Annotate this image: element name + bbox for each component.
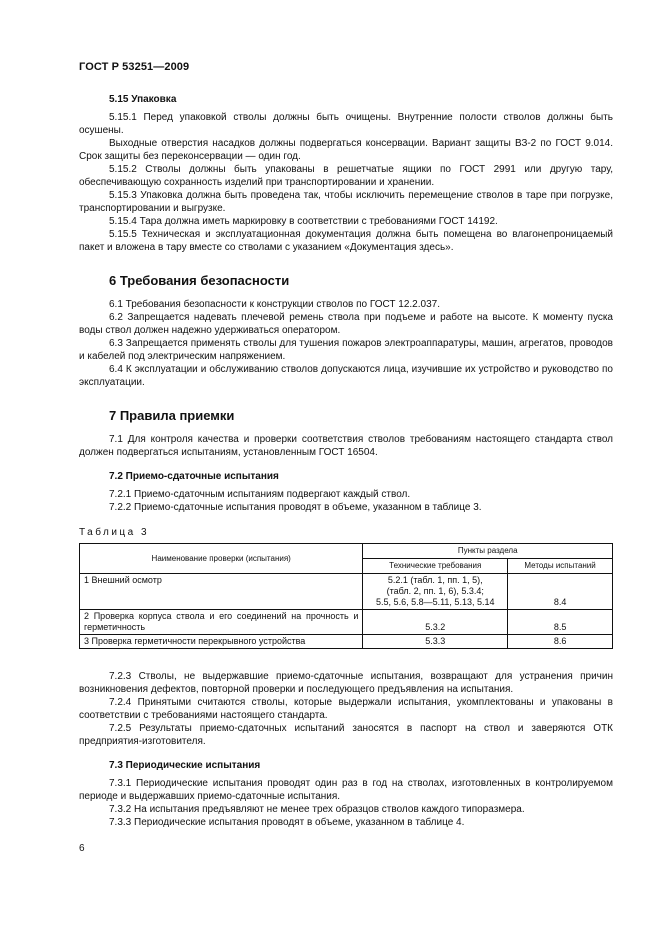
paragraph-7-3-2: 7.3.2 На испытания предъявляют не менее трех образцов стволов каждого типоразмера. [109,804,525,815]
paragraph-6-2: 6.2 Запрещается надевать плечевой ремень ствола при подъеме и работе на высоте. К моменту пуска воды ствол должен надежно удерживаться оператором. [79,312,613,336]
table-cell-tech [363,574,508,610]
paragraph-5-15-1b: Выходные отверстия насадков должны подвергаться консервации. Вариант защиты ВЗ-2 по ГОСТ 9.014. Срок защиты без переконсервации — один год. [79,138,613,162]
paragraph-5-15-5: 5.15.5 Техническая и эксплуатационная документация должна быть помещена во влагонепроницаемый пакет и вложена в тару вместе со стволами с указанием «Документация здесь». [79,229,613,253]
section-6-title: 6 Требования безопасности [109,273,290,288]
table-header-check: Наименование проверки (испытания) [80,544,363,574]
table-row [80,610,613,635]
table-cell-method: 8.6 [508,635,613,649]
table-cell-name: 3 Проверка герметичности перекрывного устройства [80,635,363,649]
table-3 [79,543,613,649]
paragraph-5-15-1: 5.15.1 Перед упаковкой стволы должны быть очищены. Внутренние полости стволов должны быть осушены. [79,112,613,136]
section-7-3-title: 7.3 Периодические испытания [109,760,261,771]
table-header-test-methods: Методы испытаний [508,559,613,574]
paragraph-7-2-1: 7.2.1 Приемо-сдаточным испытаниям подвергают каждый ствол. [109,489,411,500]
paragraph-7-3-3: 7.3.3 Периодические испытания проводят в объеме, указанном в таблице 4. [109,817,465,828]
table-cell-name: 2 Проверка корпуса ствола и его соединений на прочность и герметичность [80,610,363,635]
table-cell-name: 1 Внешний осмотр [80,574,363,610]
paragraph-5-15-4: 5.15.4 Тара должна иметь маркировку в соответствии с требованиями ГОСТ 14192. [109,216,498,227]
page-content [79,93,613,829]
table-3-caption: Таблица 3 [79,527,150,538]
paragraph-7-2-3: 7.2.3 Стволы, не выдержавшие приемо-сдаточные испытания, возвращают для устранения причин возникновения дефектов, повторной проверки и последующего предъявления на испытания. [79,671,613,695]
paragraph-7-2-4: 7.2.4 Принятыми считаются стволы, которые выдержали испытания, укомплектованы и упакованы в соответствии с требованиями настоящего стандарта. [79,697,613,721]
section-5-15-title: 5.15 Упаковка [109,94,177,105]
tech-line-3: 5.5, 5.6, 5.8—5.11, 5.13, 5.14 [376,597,495,607]
table-cell-method: 8.5 [508,610,613,635]
table-cell-tech: 5.3.3 [363,635,508,649]
table-cell-method: 8.4 [508,574,613,610]
paragraph-7-3-1: 7.3.1 Периодические испытания проводят один раз в год на стволах, изготовленных в контролируемом периоде и выдержавших приемо-сдаточные испытания. [79,778,613,802]
section-7-2-title: 7.2 Приемо-сдаточные испытания [109,471,279,482]
paragraph-6-1: 6.1 Требования безопасности к конструкции стволов по ГОСТ 12.2.037. [109,299,440,310]
paragraph-7-2-5: 7.2.5 Результаты приемо-сдаточных испытаний заносятся в паспорт на ствол и заверяются ОТК предприятия-изготовителя. [79,723,613,747]
paragraph-5-15-3: 5.15.3 Упаковка должна быть проведена так, чтобы исключить перемещение стволов в таре при погрузке, транспортировании и выгрузке. [79,190,613,214]
table-row [80,574,613,610]
tech-line-1: 5.2.1 (табл. 1, пп. 1, 5), [387,575,483,585]
paragraph-5-15-2: 5.15.2 Стволы должны быть упакованы в решетчатые ящики по ГОСТ 2991 или другую тару, обеспечивающую сохранность изделий при транспортировании и хранении. [79,164,613,188]
table-header-tech-requirements: Технические требования [363,559,508,574]
table-cell-tech: 5.3.2 [363,610,508,635]
standard-header: ГОСТ Р 53251—2009 [79,61,190,73]
paragraph-6-4: 6.4 К эксплуатации и обслуживанию стволов допускаются лица, изучившие их устройство и руководство по эксплуатации. [79,364,613,388]
section-7-title: 7 Правила приемки [109,408,235,423]
table-header-sections: Пункты раздела [363,544,613,559]
page-number: 6 [79,843,85,854]
paragraph-7-1: 7.1 Для контроля качества и проверки соответствия стволов требованиям настоящего стандарта ствол должен подвергаться испытаниям, установленным ГОСТ 16504. [79,434,613,458]
table-row [80,635,613,649]
tech-line-2: (табл. 2, пп. 1, 6), 5.3.4; [386,586,484,596]
paragraph-6-3: 6.3 Запрещается применять стволы для тушения пожаров электроаппаратуры, машин, агрегатов, проводов и кабелей под электрическим напряжением. [79,338,613,362]
paragraph-7-2-2: 7.2.2 Приемо-сдаточные испытания проводят в объеме, указанном в таблице 3. [109,502,482,513]
